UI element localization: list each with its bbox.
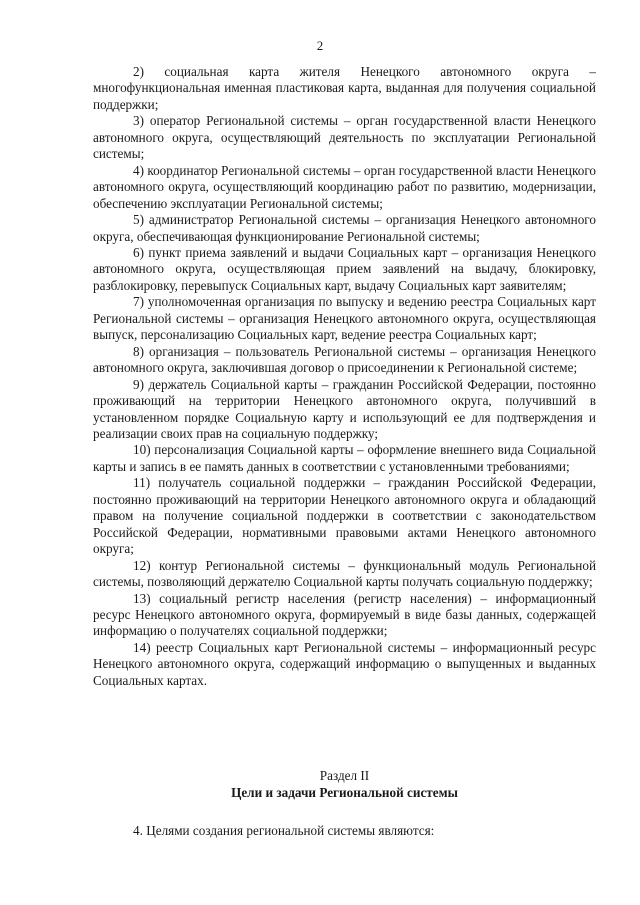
definition-paragraph: 5) администратор Региональной системы – организация Ненецкого автономного округа, обеспечивающая функционирование Региональной системы;	[93, 212, 596, 244]
definition-paragraph: 6) пункт приема заявлений и выдачи Социальных карт – организация Ненецкого автономного округа, осуществляющая прием заявлений на выдачу, блокировку, разблокировку, перевыпуск Социальных карт, выдачу Социальных карт заявителям;	[93, 244, 596, 293]
definition-paragraph: 11) получатель социальной поддержки – гражданин Российской Федерации, постоянно проживающий на территории Ненецкого автономного округа и обладающий правом на получение социальной поддержки в соответствии с законодательством Российской Федерации, нормативными правовыми актами Ненецкого автономного округа;	[93, 475, 596, 557]
definition-paragraph: 13) социальный регистр населения (регистр населения) – информационный ресурс Ненецкого автономного округа, формируемый в виде базы данных, содержащей информацию о получателях социальной поддержки;	[93, 590, 596, 639]
section-label: Раздел II	[319, 768, 370, 783]
page-number: 2	[316, 38, 324, 53]
definitions-list	[93, 64, 596, 689]
definition-paragraph: 7) уполномоченная организация по выпуску и ведению реестра Социальных карт Региональной системы – организация Ненецкого автономного округа, осуществляющая выпуск, персонализацию Социальных карт, ведение реестра Социальных карт;	[93, 294, 596, 343]
section-heading	[93, 767, 596, 801]
definition-paragraph: 4) координатор Региональной системы – орган государственной власти Ненецкого автономного округа, осуществляющий координацию работ по развитию, модернизации, обеспечению эксплуатации Региональной системы;	[93, 162, 596, 211]
section-title: Цели и задачи Региональной системы	[231, 785, 458, 800]
definition-paragraph: 14) реестр Социальных карт Региональной системы – информационный ресурс Ненецкого автономного округа, содержащий информацию о выпущенных и выданных Социальных картах.	[93, 639, 596, 688]
definition-paragraph: 3) оператор Региональной системы – орган государственной власти Ненецкого автономного округа, осуществляющий деятельность по эксплуатации Региональной системы;	[93, 113, 596, 162]
definition-paragraph: 8) организация – пользователь Региональной системы – организация Ненецкого автономного округа, заключившая договор о присоединении к Региональной системе;	[93, 343, 596, 376]
definition-paragraph: 10) персонализация Социальной карты – оформление внешнего вида Социальной карты и запись в ее память данных в соответствии с установленными требованиями;	[93, 442, 596, 474]
closing-paragraph: 4. Целями создания региональной системы являются:	[133, 823, 435, 838]
definition-paragraph: 2) социальная карта жителя Ненецкого автономного округа – многофункциональная именная пластиковая карта, выданная для получения социальной поддержки;	[93, 64, 596, 112]
definition-paragraph: 9) держатель Социальной карты – гражданин Российской Федерации, постоянно проживающий на территории Ненецкого автономного округа, получивший в установленном порядке Социальную карту и использующий ее для подтверждения и реализации своих прав на социальную поддержку;	[93, 376, 596, 441]
definition-paragraph: 12) контур Региональной системы – функциональный модуль Региональной системы, позволяющий держателю Социальной карты получать социальную поддержку;	[93, 557, 596, 590]
